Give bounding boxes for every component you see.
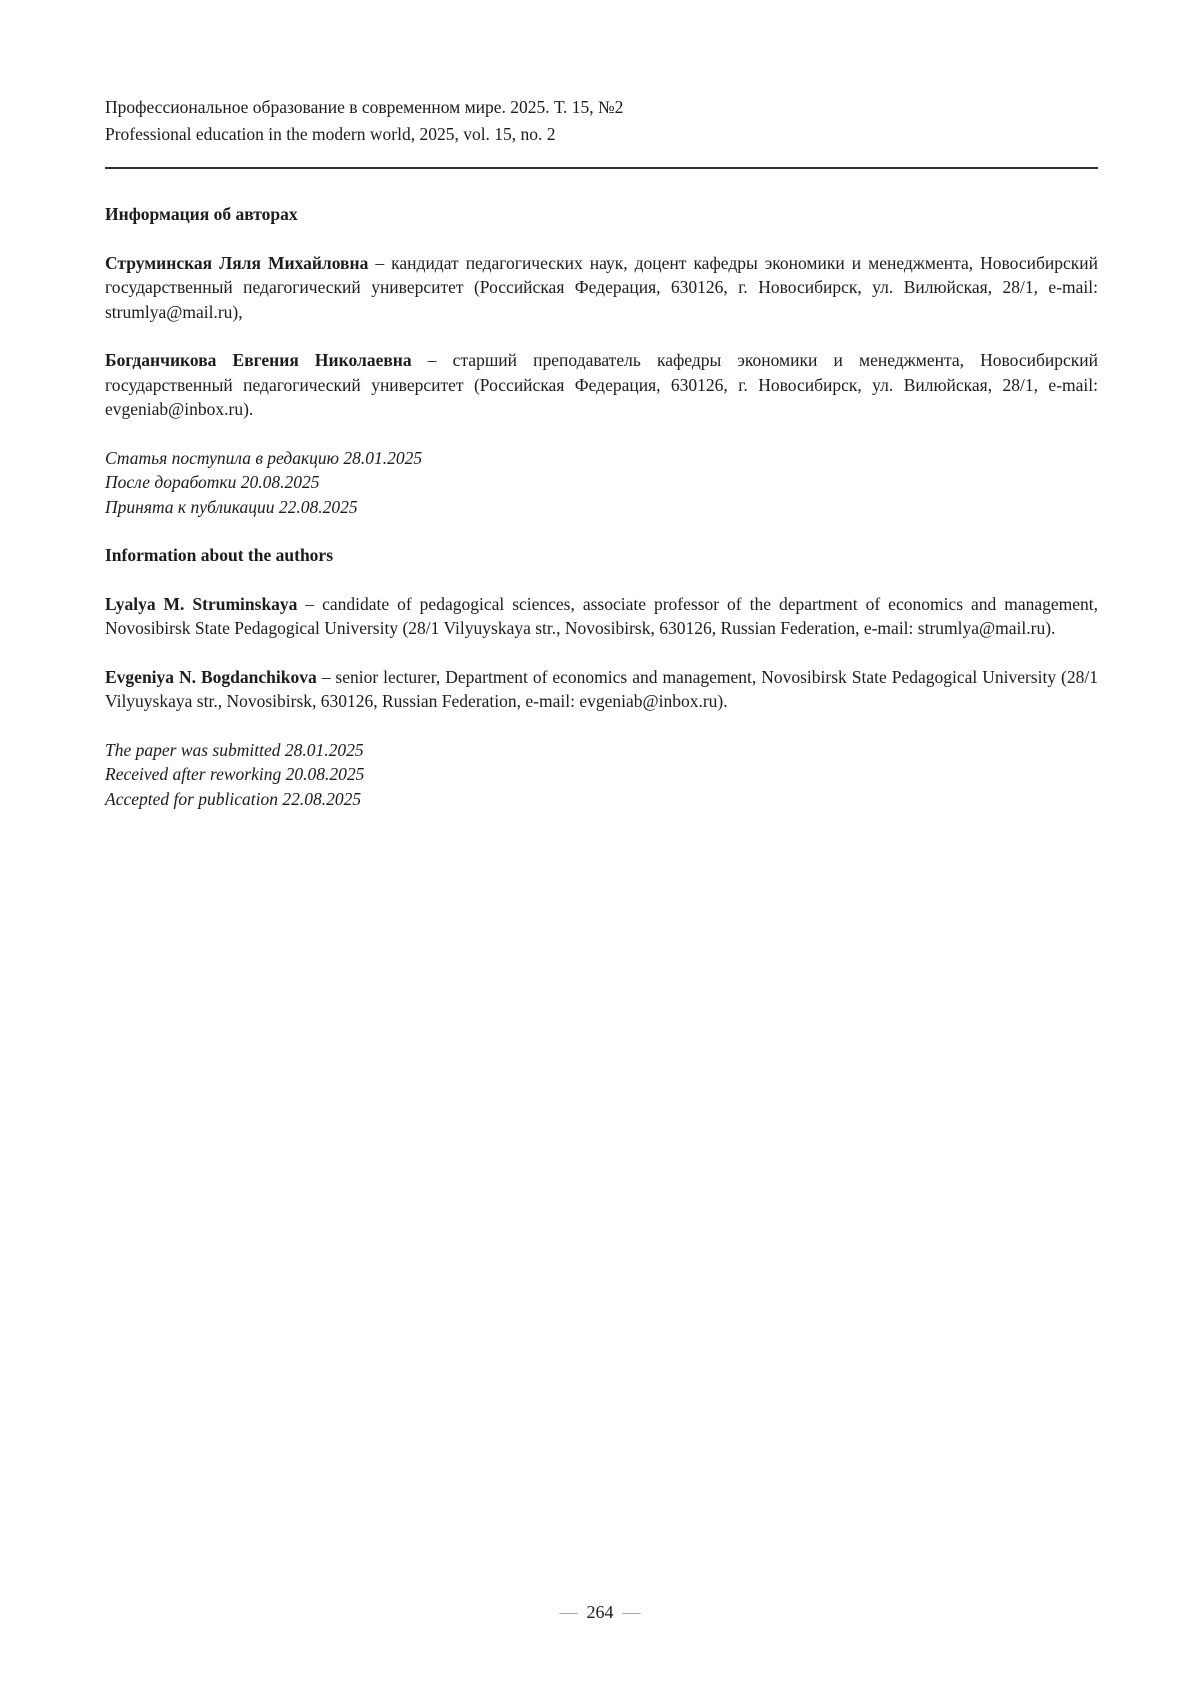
- header-divider: [105, 167, 1098, 169]
- author-name: Струминская Ляля Михайловна: [105, 252, 369, 273]
- date-line-reworked-en: Received after reworking 20.08.2025: [105, 764, 365, 784]
- author-details: – кандидат педагогических наук, доцент кафедры экономики и менеджмента, Новосибирский государственный педагогический университет (Российская Федерация, 630126, г. Новосибирск, ул. Вилюйская, 28/1, e-mail: strumlya@mail.ru),: [105, 252, 1098, 322]
- date-line-accepted-en: Accepted for publication 22.08.2025: [105, 788, 362, 809]
- journal-title-ru: Профессиональное образование в современном мире. 2025. Т. 15, №2: [105, 97, 624, 117]
- author-name: Богданчикова Евгения Николаевна: [105, 350, 412, 370]
- journal-header: [105, 94, 1098, 148]
- submission-dates-en: [105, 738, 1098, 812]
- author-details: – senior lecturer, Department of economics and management, Novosibirsk State Pedagogical University (28/1 Vilyuyskaya str., Novosibirsk, 630126, Russian Federation, e-mail: evgeniab@inbox.ru).: [105, 666, 1098, 711]
- author-paragraph-ru-2: [105, 348, 1098, 422]
- author-details: – старший преподаватель кафедры экономики и менеджмента, Новосибирский государственный педагогический университет (Российская Федерация, 630126, г. Новосибирск, ул. Вилюйская, 28/1, e-mail: evgeniab@inbox.ru).: [105, 350, 1098, 419]
- page-footer: [0, 1600, 1200, 1624]
- en-section-heading: Information about the authors: [105, 545, 334, 565]
- date-line-reworked-ru: После доработки 20.08.2025: [105, 472, 320, 492]
- author-name: Lyalya M. Struminskaya: [105, 593, 298, 614]
- page-content: [105, 0, 1098, 811]
- author-paragraph-ru-1: [105, 251, 1098, 325]
- date-line-submitted-ru: Статья поступила в редакцию 28.01.2025: [105, 447, 423, 468]
- author-details: – candidate of pedagogical sciences, associate professor of the department of economics and management, Novosibirsk State Pedagogical University (28/1 Vilyuyskaya str., Novosibirsk, 630126, Russian Federation, e-mail: strumlya@mail.ru).: [105, 593, 1098, 638]
- journal-title-en: Professional education in the modern world, 2025, vol. 15, no. 2: [105, 124, 556, 144]
- author-paragraph-en-2: [105, 665, 1098, 714]
- date-line-submitted-en: The paper was submitted 28.01.2025: [105, 739, 364, 760]
- page-number: 264: [586, 1602, 614, 1622]
- submission-dates-ru: [105, 446, 1098, 520]
- ru-section-heading: Информация об авторах: [105, 204, 298, 224]
- date-line-accepted-ru: Принята к публикации 22.08.2025: [105, 496, 358, 517]
- author-paragraph-en-1: [105, 592, 1098, 641]
- footer-dash-right: —: [622, 1602, 641, 1622]
- author-name: Evgeniya N. Bogdanchikova: [105, 666, 317, 687]
- footer-dash-left: —: [559, 1602, 578, 1622]
